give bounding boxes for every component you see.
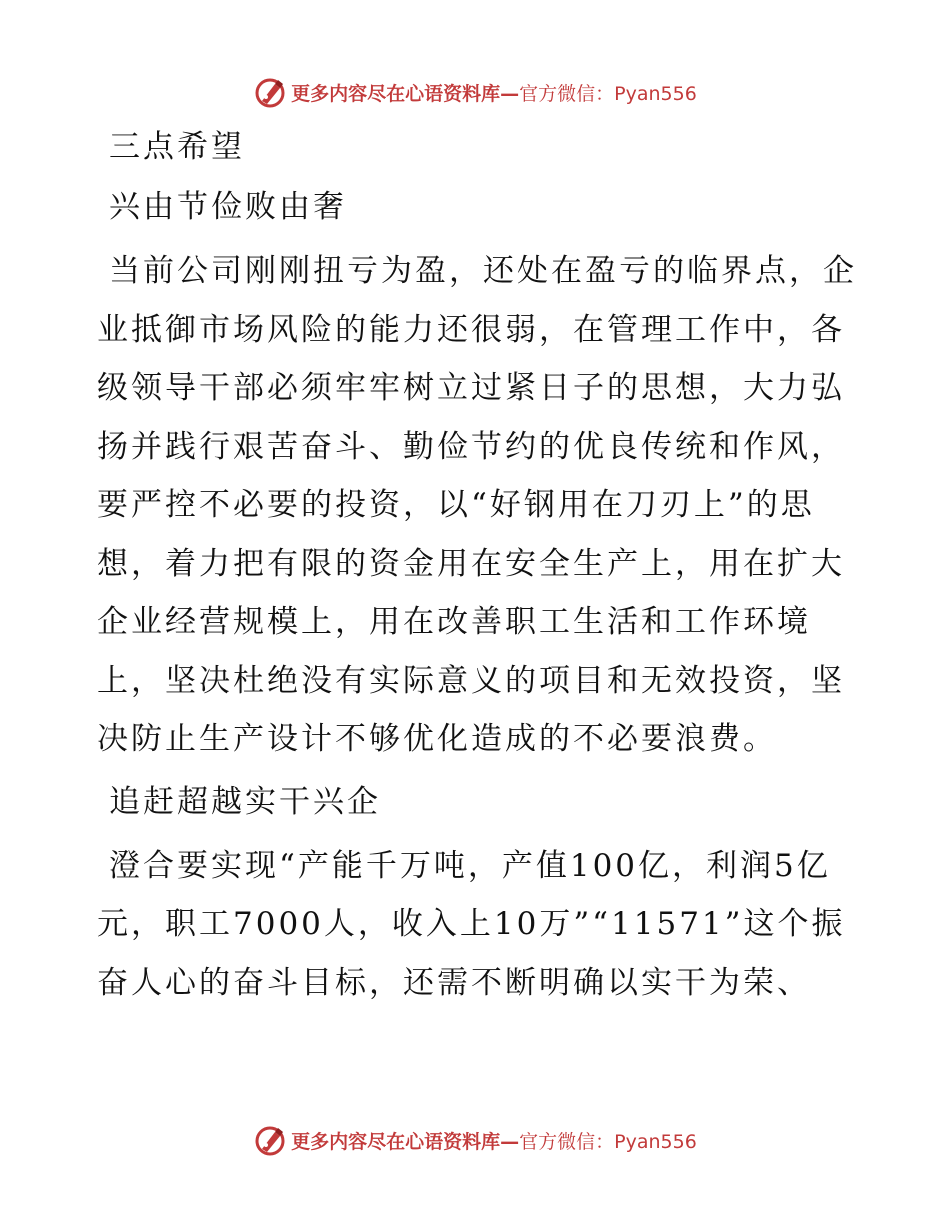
- watermark-wechat-text: 官方微信：Pyan556: [519, 1130, 697, 1153]
- section2-heading: 追赶超越实干兴企: [109, 783, 381, 820]
- watermark-wechat-text: 官方微信：Pyan556: [519, 82, 697, 105]
- pen-logo-icon: [253, 1123, 287, 1157]
- section1-heading: 兴由节俭败由奢: [109, 189, 347, 225]
- footer-watermark-banner: [0, 1120, 950, 1160]
- watermark-library-text: 更多内容尽在心语资料库—: [291, 1130, 520, 1153]
- watermark-library-text: 更多内容尽在心语资料库—: [291, 82, 520, 105]
- document-body: [97, 122, 857, 1016]
- watermark-text: [291, 79, 697, 106]
- section1-paragraph: 当前公司刚刚扭亏为盈，还处在盈亏的临界点，企业抵御市场风险的能力还很弱，在管理工作中，各级领导干部必须牢牢树立过紧日子的思想，大力弘扬并践行艰苦奋斗、勤俭节约的优良传统和作风，要严控不必要的投资，以“好钢用在刀刃上”的思想，着力把有限的资金用在安全生产上，用在扩大企业经营规模上，用在改善职工生活和工作环境上，坚决杜绝没有实际意义的项目和无效投资，坚决防止生产设计不够优化造成的不必要浪费。: [97, 253, 857, 757]
- pen-logo-icon: [253, 75, 287, 109]
- header-watermark-banner: [0, 72, 950, 112]
- main-heading: 三点希望: [109, 129, 245, 165]
- section2-paragraph: 澄合要实现“产能千万吨，产值100亿，利润5亿元，职工7000人，收入上10万”“11571”这个振奋人心的奋斗目标，还需不断明确以实干为荣、: [97, 847, 846, 1001]
- watermark-text: [291, 1127, 697, 1154]
